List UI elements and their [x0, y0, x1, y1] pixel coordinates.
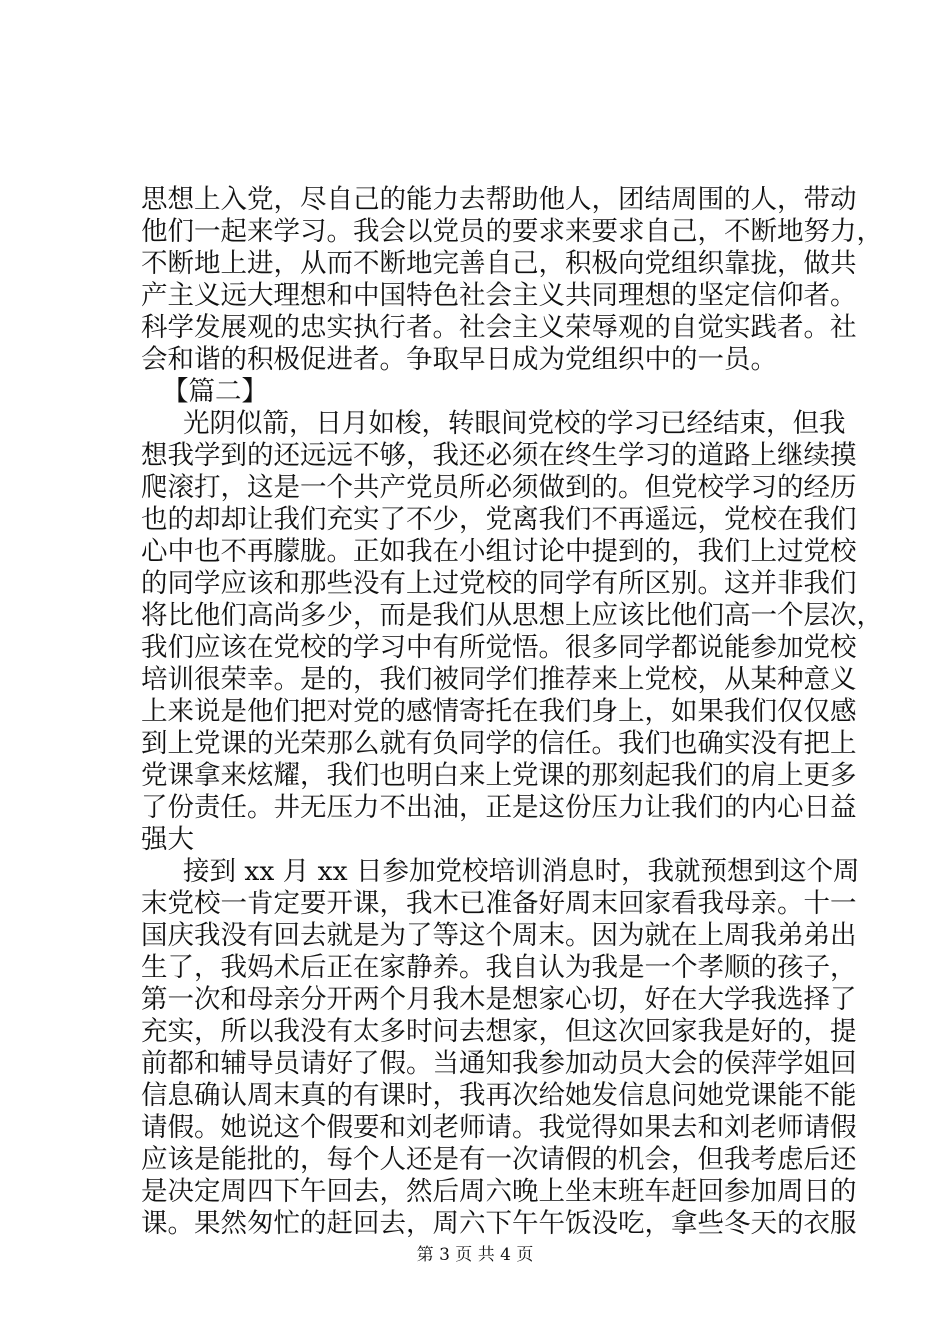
text-line: 是决定周四下午回去，然后周六晚上坐末班车赶回参加周日的 — [141, 1176, 857, 1207]
text-line: 爬滚打，这是一个共产党员所必须做到的。但党校学习的经历 — [141, 472, 857, 503]
text-line: 应该是能批的，每个人还是有一次请假的机会，但我考虑后还 — [141, 1144, 857, 1175]
text-line: 了份责任。井无压力不出油，正是这份压力让我们的内心日益 — [141, 792, 857, 823]
text-line: 上来说是他们把对党的感情寄托在我们身上，如果我们仅仅感 — [141, 696, 857, 727]
text-line: 党课拿来炫耀，我们也明白来上党课的那刻起我们的肩上更多 — [141, 760, 857, 791]
text-line: 不断地上进，从而不断地完善自己，积极向党组织靠拢，做共 — [141, 248, 857, 279]
text-line: 培训很荣幸。是的，我们被同学们推荐来上党校，从某种意义 — [141, 664, 857, 695]
text-line: 充实，所以我没有太多时问去想家，但这次回家我是好的，提 — [141, 1016, 857, 1047]
text-line: 思想上入党，尽自己的能力去帮助他人，团结周围的人，带动 — [141, 184, 857, 215]
text-line: 产主义远大理想和中国特色社会主义共同理想的坚定信仰者。 — [141, 280, 857, 311]
text-line: 信息确认周末真的有课时，我再次给她发信息问她党课能不能 — [141, 1080, 857, 1111]
text-line: 生了，我妈术后正在家静养。我自认为我是一个孝顺的孩子， — [141, 952, 857, 983]
text-line: 的同学应该和那些没有上过党校的同学有所区别。这并非我们 — [141, 568, 857, 599]
text-line: 末党校一肯定要开课，我木已准备好周末回家看我母亲。十一 — [141, 888, 857, 919]
text-line: 强大 — [141, 824, 194, 855]
text-line: 到上党课的光荣那么就有负同学的信任。我们也确实没有把上 — [141, 728, 857, 759]
text-line: 我们应该在党校的学习中有所觉悟。很多同学都说能参加党校 — [141, 632, 857, 663]
page-number-footer: 第 3 页 共 4 页 — [416, 1245, 534, 1265]
text-line: 将比他们高尚多少，而是我们从思想上应该比他们高一个层次， — [141, 600, 883, 631]
section-heading: 【篇二】 — [162, 376, 268, 407]
text-line: 光阴似箭，日月如梭，转眼间党校的学习已经结束，但我 — [183, 408, 846, 439]
text-line: 也的却却让我们充实了不少，党离我们不再遥远，党校在我们 — [141, 504, 857, 535]
text-line: 会和谐的积极促进者。争取早日成为党组织中的一员。 — [141, 344, 777, 375]
text-line: 第一次和母亲分开两个月我木是想家心切，好在大学我选择了 — [141, 984, 857, 1015]
text-line: 科学发展观的忠实执行者。社会主义荣辱观的自觉实践者。社 — [141, 312, 857, 343]
text-line: 前都和辅导员请好了假。当通知我参加动员大会的侯萍学姐回 — [141, 1048, 857, 1079]
text-line: 心中也不再朦胧。正如我在小组讨论中提到的，我们上过党校 — [141, 536, 857, 567]
text-line: 接到 xx 月 xx 日参加党校培训消息时，我就预想到这个周 — [183, 856, 860, 887]
text-line: 他们一起来学习。我会以党员的要求来要求自己，不断地努力， — [141, 216, 883, 247]
text-line: 请假。她说这个假要和刘老师请。我觉得如果去和刘老师请假 — [141, 1112, 857, 1143]
text-line: 国庆我没有回去就是为了等这个周末。因为就在上周我弟弟出 — [141, 920, 857, 951]
text-line: 想我学到的还远远不够，我还必须在终生学习的道路上继续摸 — [141, 440, 857, 471]
text-line: 课。果然匆忙的赶回去，周六下午午饭没吃，拿些冬天的衣服 — [141, 1208, 857, 1239]
